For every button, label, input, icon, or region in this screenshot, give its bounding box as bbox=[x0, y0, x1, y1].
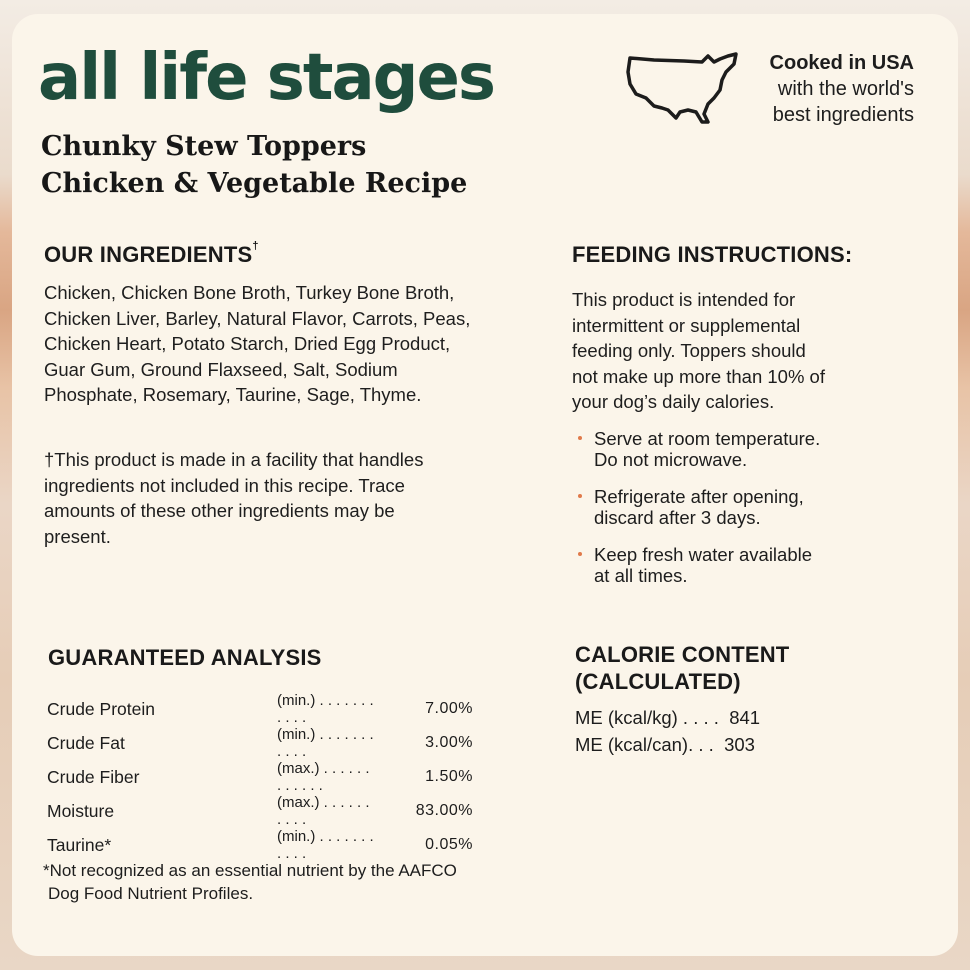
feeding-line: intermittent or supplemental bbox=[572, 314, 801, 336]
badge-line: Cooked in USA bbox=[769, 52, 914, 74]
page-title: all life stages bbox=[38, 41, 494, 115]
table-row bbox=[47, 692, 473, 726]
list-item bbox=[576, 486, 876, 528]
badge-line: best ingredients bbox=[772, 104, 914, 126]
calorie-label: ME (kcal/can). . . bbox=[575, 734, 714, 755]
bullet-dot-icon bbox=[578, 494, 582, 498]
table-row bbox=[47, 726, 473, 760]
nutrient-value: 0.05% bbox=[425, 836, 473, 853]
nutrient-name: Crude Fiber bbox=[47, 766, 140, 787]
aafco-footnote bbox=[43, 859, 457, 905]
nutrient-qualifier: (max.) . . . . . . . . . . bbox=[277, 794, 370, 828]
bullet-line: Do not microwave. bbox=[594, 449, 748, 470]
badge-line: with the world's bbox=[777, 78, 914, 100]
calorie-heading-line: CALORIE CONTENT bbox=[575, 642, 790, 667]
badge-text bbox=[746, 50, 914, 128]
bullet-line: Serve at room temperature. bbox=[594, 428, 821, 449]
subtitle-line: Chunky Stew Toppers bbox=[41, 131, 367, 162]
footnote-line: present. bbox=[44, 525, 111, 547]
calorie-row bbox=[575, 731, 760, 758]
ingredients-line: Chicken, Chicken Bone Broth, Turkey Bone Broth, bbox=[44, 282, 455, 303]
analysis-heading: GUARANTEED ANALYSIS bbox=[48, 645, 322, 670]
calorie-row bbox=[575, 704, 760, 731]
calorie-value: 841 bbox=[729, 707, 761, 728]
footnote-line: †This product is made in a facility that handles bbox=[44, 449, 424, 470]
analysis-table bbox=[47, 692, 473, 862]
calorie-values bbox=[575, 704, 760, 758]
ingredients-heading-text: OUR INGREDIENTS bbox=[44, 242, 253, 267]
ingredients-line: Chicken Heart, Potato Starch, Dried Egg Product, bbox=[44, 333, 451, 354]
feeding-line: feeding only. Toppers should bbox=[572, 340, 806, 361]
bullet-line: at all times. bbox=[594, 565, 688, 586]
nutrient-value: 83.00% bbox=[415, 802, 473, 819]
ingredients-line: Phosphate, Rosemary, Taurine, Sage, Thyme. bbox=[44, 384, 422, 405]
calorie-value: 303 bbox=[724, 734, 755, 755]
feeding-text bbox=[572, 287, 825, 415]
bullet-line: discard after 3 days. bbox=[594, 507, 761, 528]
cooked-in-usa-badge bbox=[624, 50, 924, 130]
bullet-dot-icon bbox=[578, 436, 582, 440]
bullet-line: Refrigerate after opening, bbox=[594, 486, 804, 507]
ingredients-line: Chicken Liver, Barley, Natural Flavor, Carrots, Peas, bbox=[44, 307, 471, 329]
calorie-label: ME (kcal/kg) . . . . bbox=[575, 707, 719, 728]
nutrient-qualifier: (max.) . . . . . . . . . . . . bbox=[277, 760, 370, 794]
ingredients-heading bbox=[44, 242, 259, 268]
nutrient-name: Crude Fat bbox=[47, 732, 125, 753]
nutrient-value: 7.00% bbox=[425, 700, 473, 717]
ingredients-list bbox=[44, 280, 470, 408]
nutrient-value: 1.50% bbox=[425, 768, 473, 785]
feeding-heading: FEEDING INSTRUCTIONS: bbox=[572, 242, 853, 267]
nutrient-value: 3.00% bbox=[425, 734, 473, 751]
footnote-line: amounts of these other ingredients may be bbox=[44, 500, 395, 521]
feeding-line: This product is intended for bbox=[572, 289, 796, 310]
feeding-line: not make up more than 10% of bbox=[572, 365, 825, 387]
list-item bbox=[576, 544, 876, 586]
nutrient-name: Taurine* bbox=[47, 834, 112, 855]
table-row bbox=[47, 828, 473, 862]
nutrient-name: Crude Protein bbox=[47, 698, 155, 719]
ingredients-line: Guar Gum, Ground Flaxseed, Salt, Sodium bbox=[44, 358, 398, 380]
feeding-bullets bbox=[576, 428, 876, 602]
table-row bbox=[47, 794, 473, 828]
list-item bbox=[576, 428, 876, 470]
nutrient-qualifier: (min.) . . . . . . . . . . . bbox=[277, 828, 374, 862]
table-row bbox=[47, 760, 473, 794]
footnote-line: *Not recognized as an essential nutrient by the AAFCO bbox=[43, 861, 457, 880]
calorie-heading bbox=[575, 641, 789, 695]
usa-map-icon bbox=[624, 50, 742, 126]
subtitle-line: Chicken & Vegetable Recipe bbox=[41, 168, 468, 199]
facility-footnote bbox=[44, 447, 423, 549]
footnote-line: ingredients not included in this recipe. Trace bbox=[44, 474, 405, 496]
calorie-heading-line: (CALCULATED) bbox=[575, 669, 741, 694]
nutrient-qualifier: (min.) . . . . . . . . . . . bbox=[277, 692, 374, 726]
dagger-mark: † bbox=[252, 240, 259, 252]
nutrient-name: Moisture bbox=[47, 800, 115, 821]
product-subtitle bbox=[41, 128, 467, 202]
bullet-line: Keep fresh water available bbox=[594, 544, 813, 565]
feeding-line: your dog’s daily calories. bbox=[572, 391, 775, 412]
nutrient-qualifier: (min.) . . . . . . . . . . . bbox=[277, 726, 374, 760]
bullet-dot-icon bbox=[578, 552, 582, 556]
footnote-line: Dog Food Nutrient Profiles. bbox=[48, 884, 254, 903]
